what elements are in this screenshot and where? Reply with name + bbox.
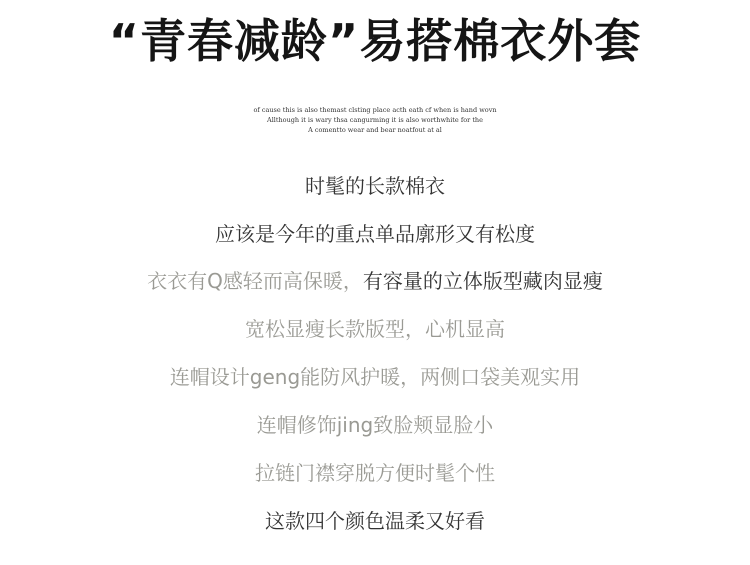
headline-title: “青春减龄”易搭棉衣外套 [108, 14, 642, 68]
feature-line-1: 时髦的长款棉衣 [305, 174, 445, 198]
feature-line-3-part-a: 衣衣有Q感轻而高保暖， [147, 269, 363, 293]
feature-line-6: 连帽修饰jing致脸颊显脸小 [256, 413, 494, 437]
feature-line-2: 应该是今年的重点单品廓形又有松度 [215, 222, 535, 246]
feature-line-4: 宽松显瘦长款版型，心机显高 [245, 317, 505, 341]
feature-line-3 [0, 266, 750, 296]
english-line-2: Allthough it is wary thsa cangurming it is also worthwhite for the [267, 116, 483, 124]
english-line-1: of cause this is also themast clsting place acth eath cf when is hand wovn [253, 106, 497, 114]
feature-line-7: 拉链门襟穿脱方便时髦个性 [255, 461, 495, 485]
feature-line-5: 连帽设计geng能防风护暖，两侧口袋美观实用 [169, 365, 581, 389]
english-line-3: A comentto wear and bear noatfout at al [308, 126, 442, 134]
feature-line-3-part-b: 有容量的立体版型藏肉显瘦 [362, 269, 603, 293]
feature-line-8: 这款四个颜色温柔又好看 [265, 509, 485, 533]
